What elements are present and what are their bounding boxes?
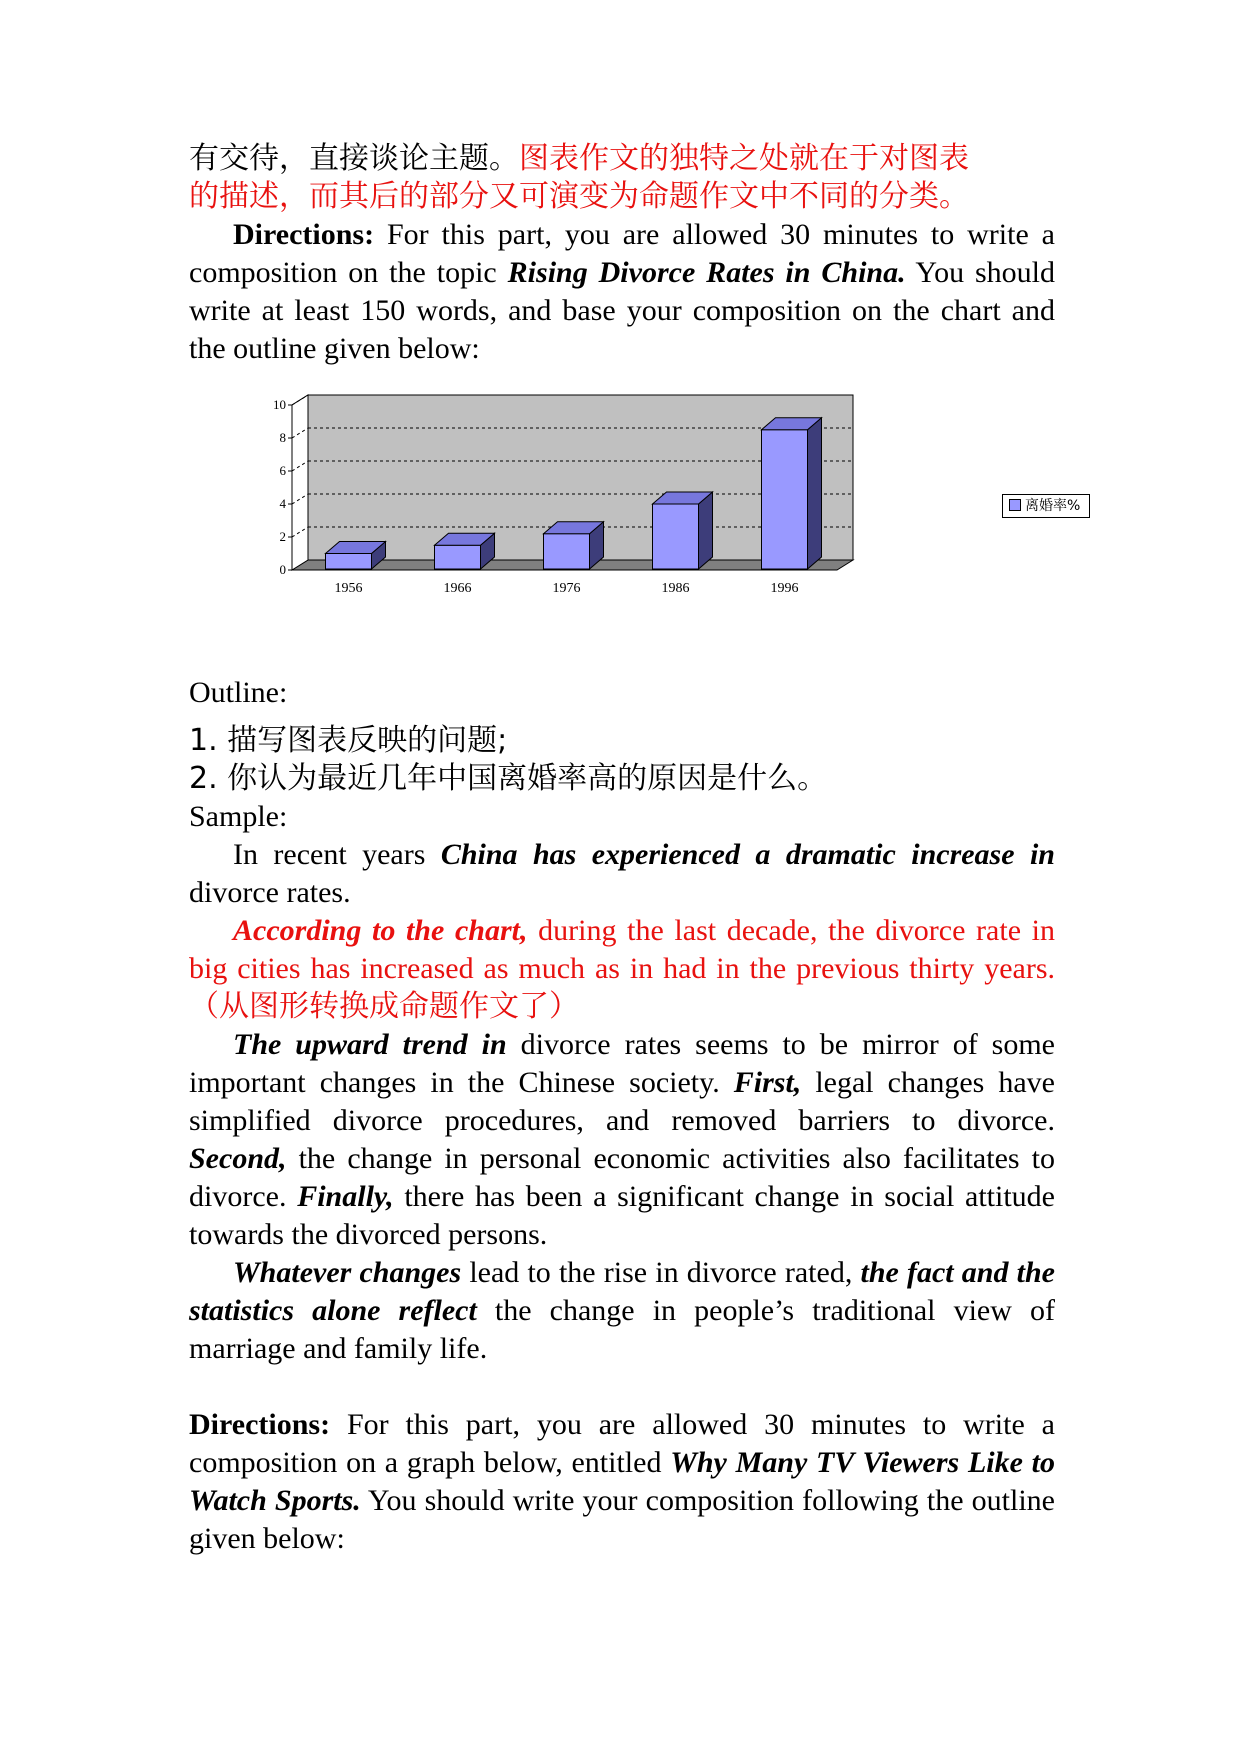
bar-side bbox=[699, 492, 713, 569]
x-tick-label: 1966 bbox=[443, 581, 472, 596]
directions-text: For this part, you are allowed 30 minutes to write a composition on the topic bbox=[189, 218, 1055, 289]
sample-emphasis: Finally, bbox=[297, 1180, 394, 1213]
sample-emphasis: Second, bbox=[189, 1142, 287, 1175]
directions-text: You should write your composition following the outline given below: bbox=[189, 1484, 1056, 1555]
sample-paragraph-3 bbox=[189, 1026, 1055, 1254]
intro-line2-red: 的描述，而其后的部分又可演变为命题作文中不同的分类。 bbox=[189, 179, 969, 214]
legend-swatch bbox=[1009, 499, 1021, 511]
x-tick-label: 1956 bbox=[334, 581, 363, 596]
sample-text: during the last decade, the divorce rate in big cities has increased as much as in had in the previous thirty years. bbox=[189, 914, 1056, 985]
directions-text: You should write at least 150 words, and base your composition on the chart and the outline given below: bbox=[189, 256, 1056, 365]
sample-text: lead to the rise in divorce rated, bbox=[461, 1256, 861, 1289]
directions-label: Directions: bbox=[189, 1408, 331, 1441]
sample-emphasis: China has experienced a dramatic increase in bbox=[440, 838, 1055, 871]
bar bbox=[762, 430, 808, 569]
outline-item-2: 2. 你认为最近几年中国离婚率高的原因是什么。 bbox=[189, 761, 828, 796]
y-tick-label: 10 bbox=[273, 397, 286, 412]
outline-item-1: 1. 描写图表反映的问题; bbox=[189, 723, 508, 758]
directions-label: Directions: bbox=[233, 218, 375, 251]
y-tick-label: 4 bbox=[279, 496, 286, 511]
bar-side bbox=[808, 418, 822, 569]
sample-text: the change in personal economic activities also facilitates to divorce. bbox=[189, 1142, 1055, 1213]
intro-text bbox=[189, 140, 1055, 216]
sample-emphasis: the fact and the statistics alone reflect bbox=[189, 1256, 1055, 1327]
sample-heading: Sample: bbox=[189, 800, 288, 833]
directions-topic: Rising Divorce Rates in China. bbox=[507, 256, 906, 289]
directions-topic: Why Many TV Viewers Like to Watch Sports. bbox=[189, 1446, 1055, 1517]
sample-text: there has been a significant change in social attitude towards the divorced persons. bbox=[189, 1180, 1055, 1251]
y-tick-label: 2 bbox=[279, 529, 286, 544]
sample-text: divorce rates. bbox=[189, 876, 351, 909]
sample-text: the change in people’s traditional view of marriage and family life. bbox=[189, 1294, 1055, 1365]
sample-emphasis: First, bbox=[733, 1066, 802, 1099]
bar bbox=[544, 534, 590, 569]
sample-emphasis: Whatever changes bbox=[233, 1256, 462, 1289]
sample-text: divorce rates seems to be mirror of some important changes in the Chinese society. bbox=[189, 1028, 1055, 1099]
y-tick-label: 8 bbox=[279, 430, 286, 445]
y-tick-label: 6 bbox=[279, 463, 286, 478]
chart-side-wall bbox=[292, 395, 308, 570]
legend-label: 离婚率% bbox=[1025, 498, 1081, 514]
sample-text: In recent years bbox=[233, 838, 441, 871]
intro-line1-black: 有交待，直接谈论主题。 bbox=[189, 141, 519, 176]
x-tick-label: 1986 bbox=[661, 581, 690, 596]
x-tick-label: 1996 bbox=[770, 581, 799, 596]
directions-text: For this part, you are allowed 30 minutes to write a composition on a graph below, entitled bbox=[189, 1408, 1055, 1479]
intro-line1-red: 图表作文的独特之处就在于对图表 bbox=[519, 141, 969, 176]
bar-chart-svg bbox=[254, 388, 1134, 650]
document-page bbox=[189, 140, 1081, 1558]
sample-paragraph-2 bbox=[189, 912, 1055, 1026]
chart-legend bbox=[1002, 494, 1090, 518]
y-tick-label: 0 bbox=[279, 562, 286, 577]
sample-note: （从图形转换成命题作文了） bbox=[189, 989, 579, 1024]
directions-paragraph-1 bbox=[189, 216, 1055, 368]
bar bbox=[435, 545, 481, 569]
sample-paragraph-4 bbox=[189, 1254, 1055, 1368]
x-tick-label: 1976 bbox=[552, 581, 581, 596]
outline-heading: Outline: bbox=[189, 676, 288, 709]
sample-text: legal changes have simplified divorce procedures, and removed barriers to divorce. bbox=[189, 1066, 1055, 1137]
bar bbox=[653, 504, 699, 569]
sample-paragraph-1 bbox=[189, 836, 1055, 912]
bar bbox=[326, 554, 372, 570]
divorce-rate-chart bbox=[189, 388, 1081, 650]
directions-paragraph-2 bbox=[189, 1406, 1055, 1558]
sample-emphasis: According to the chart, bbox=[233, 914, 528, 947]
sample-emphasis: The upward trend in bbox=[233, 1028, 507, 1061]
